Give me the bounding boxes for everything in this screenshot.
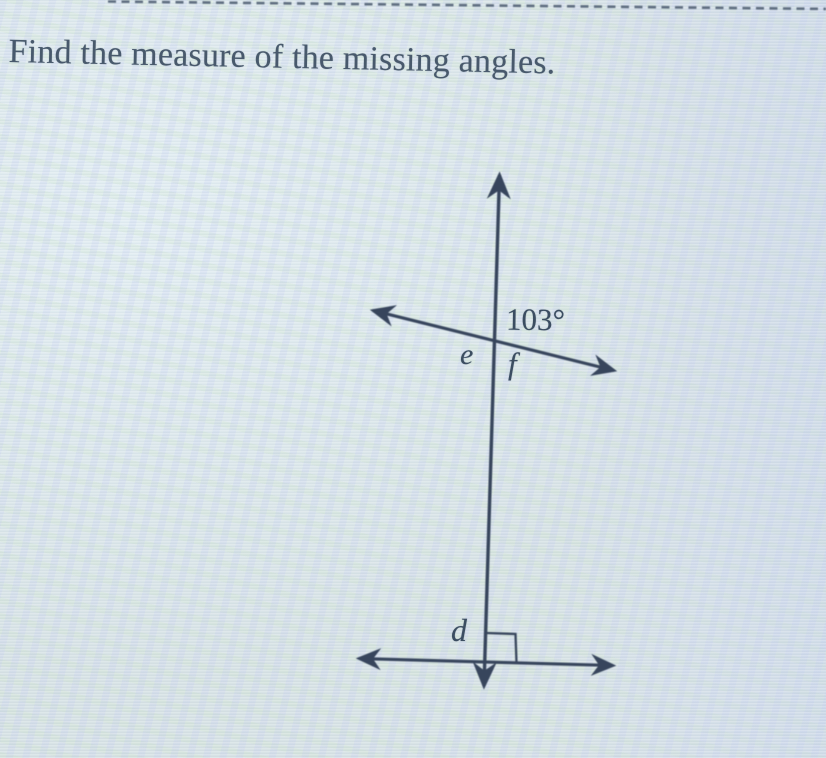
problem-title: Find the measure of the missing angles.	[8, 33, 556, 82]
angle-e-label: e	[460, 338, 474, 371]
angle-d-label: d	[451, 612, 467, 648]
right-angle-square-icon	[487, 633, 517, 663]
angle-f-label: f	[508, 346, 517, 381]
dashed-separator-line	[108, 2, 826, 10]
vertical-line	[484, 175, 500, 686]
angle-measure-label: 103°	[505, 301, 566, 338]
